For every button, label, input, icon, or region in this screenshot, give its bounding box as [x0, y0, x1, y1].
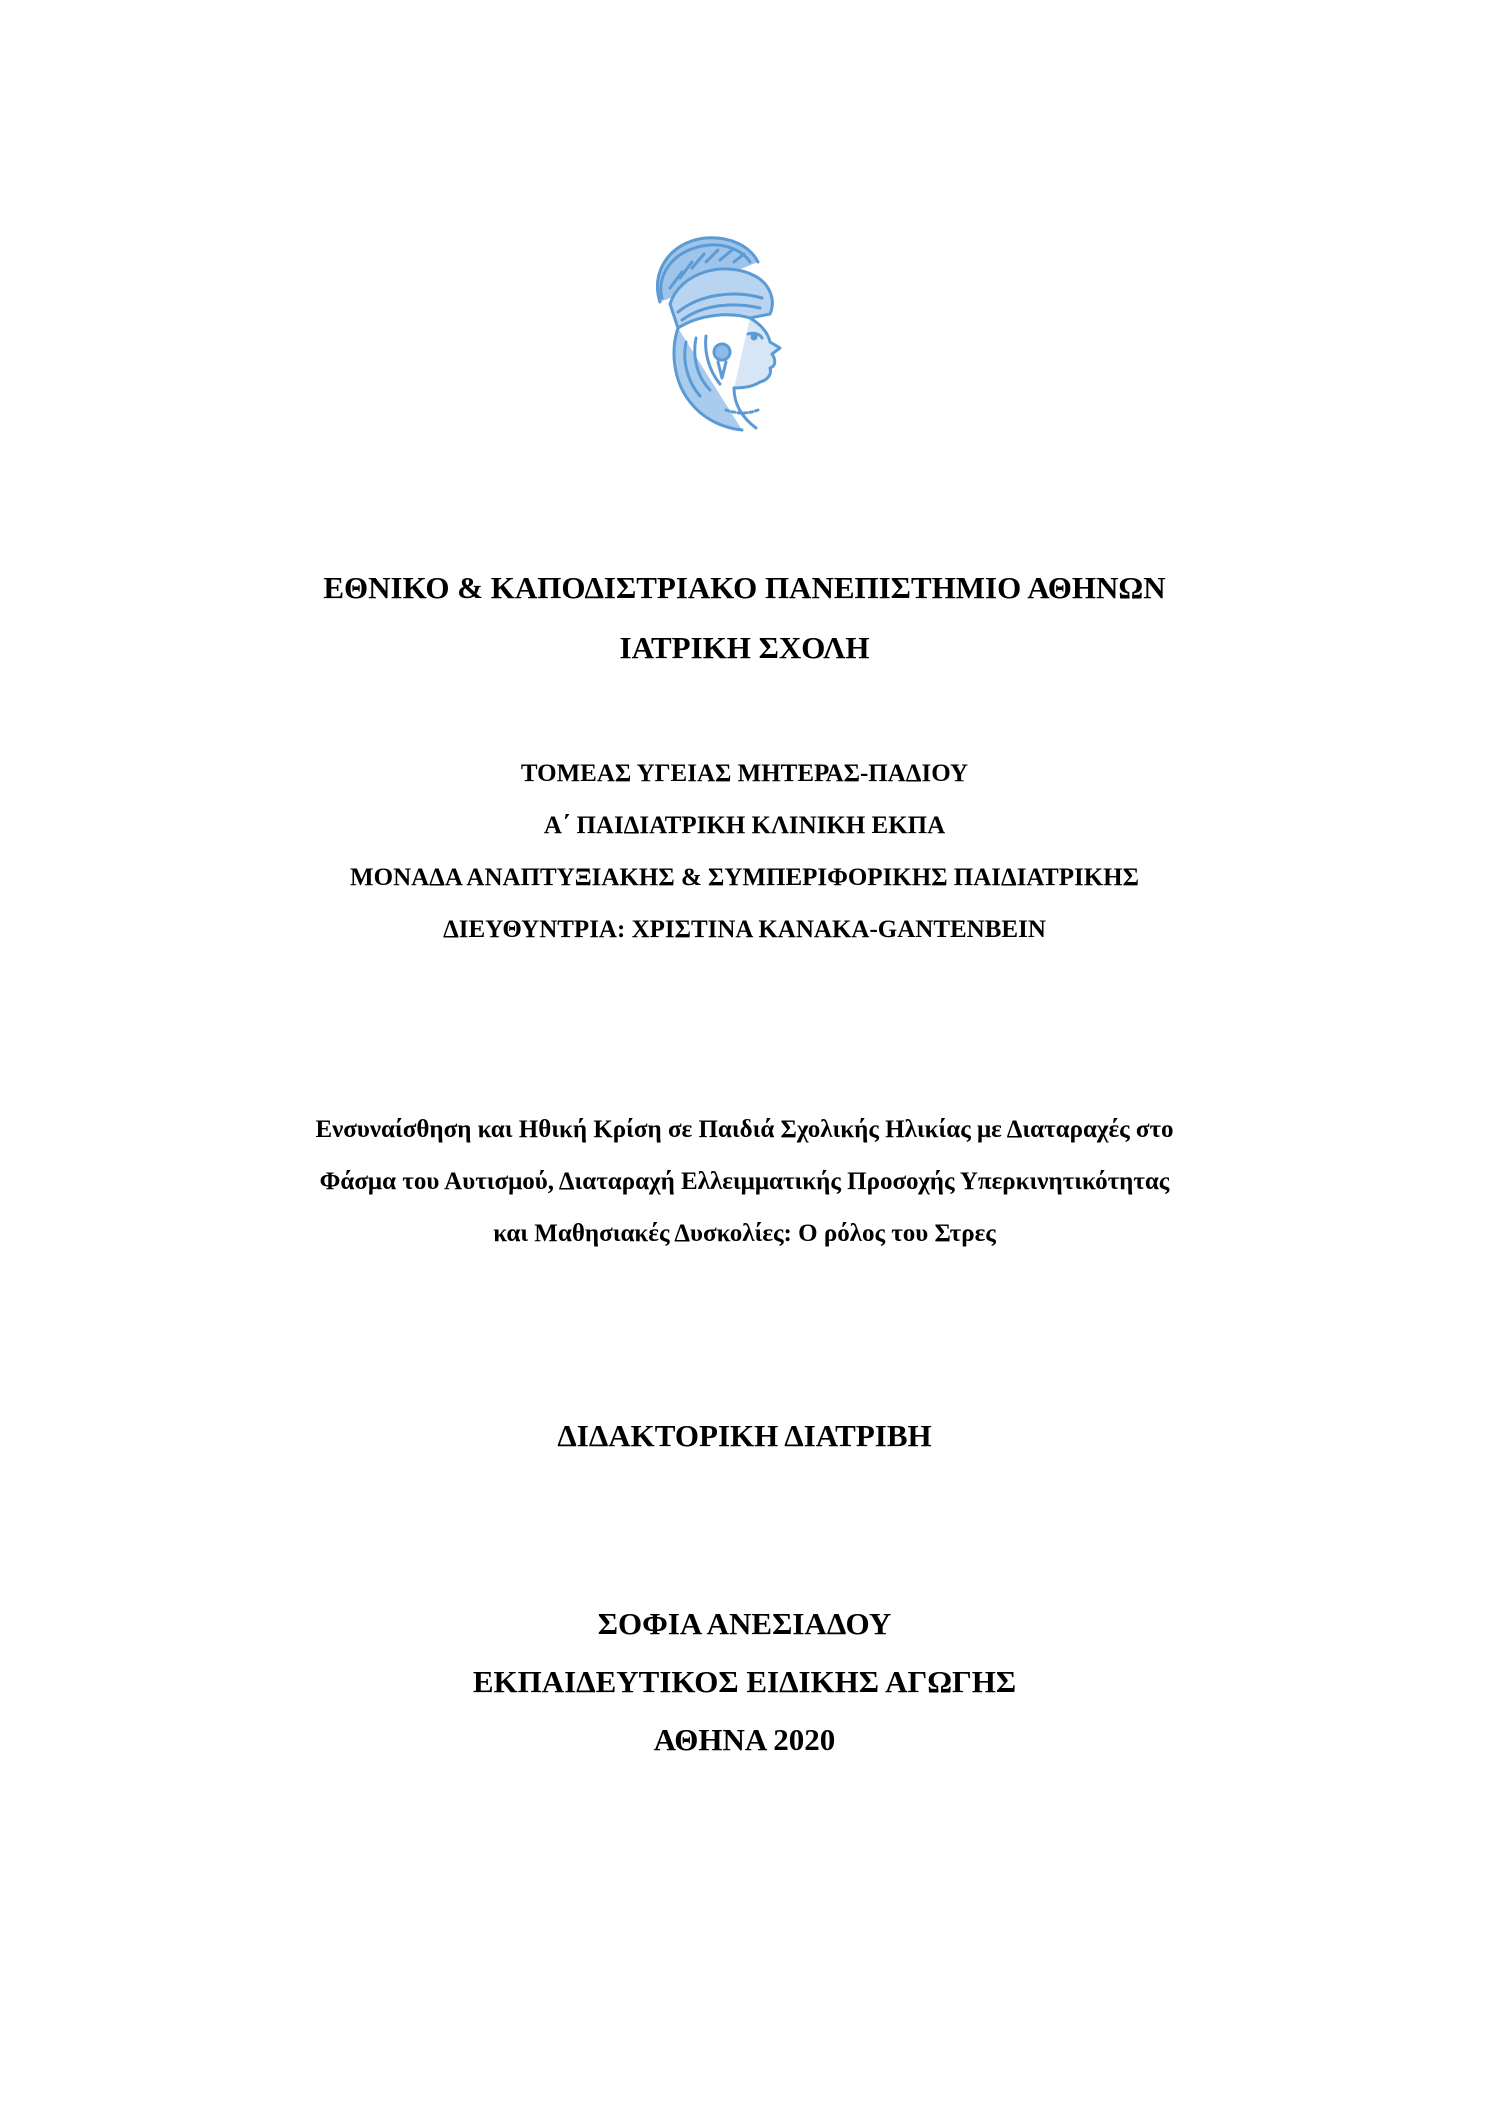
thesis-title-line-1: Ενσυναίσθηση και Ηθική Κρίση σε Παιδιά Σχολικής Ηλικίας με Διαταραχές στο [315, 1116, 1174, 1143]
thesis-title-line-2: Φάσμα του Αυτισμού, Διαταραχή Ελλειμματικής Προσοχής Υπερκινητικότητας [319, 1168, 1170, 1195]
department-clinic: Α΄ ΠΑΙΔΙΑΤΡΙΚΗ ΚΛΙΝΙΚΗ ΕΚΠΑ [543, 812, 946, 839]
author-name: ΣΟΦΙΑ ΑΝΕΣΙΑΔΟΥ [597, 1606, 892, 1641]
school-name: ΙΑΤΡΙΚΗ ΣΧΟΛΗ [619, 630, 870, 665]
university-name: ΕΘΝΙΚΟ & ΚΑΠΟΔΙΣΤΡΙΑΚΟ ΠΑΝΕΠΙΣΤΗΜΙΟ ΑΘΗΝΩΝ [323, 570, 1166, 605]
thesis-type: ΔΙΔΑΚΤΟΡΙΚΗ ΔΙΑΤΡΙΒΗ [557, 1418, 932, 1453]
department-director: ΔΙΕΥΘΥΝΤΡΙΑ: ΧΡΙΣΤΙΝΑ ΚΑΝΑΚΑ-GANTENBEIN [443, 916, 1046, 943]
department-unit: ΜΟΝΑΔΑ ΑΝΑΠΤΥΞΙΑΚΗΣ & ΣΥΜΠΕΡΙΦΟΡΙΚΗΣ ΠΑΙΔΙΑΤΡΙΚΗΣ [350, 864, 1139, 891]
author-role: ΕΚΠΑΙΔΕΥΤΙΚΟΣ ΕΙΔΙΚΗΣ ΑΓΩΓΗΣ [472, 1664, 1017, 1699]
athena-head-logo-icon [630, 232, 802, 436]
thesis-title-line-3: και Μαθησιακές Δυσκολίες: Ο ρόλος του Στρες [493, 1220, 996, 1247]
department-sector: ΤΟΜΕΑΣ ΥΓΕΙΑΣ ΜΗΤΕΡΑΣ-ΠΑΔΙΟΥ [520, 760, 969, 787]
place-year: ΑΘΗΝΑ 2020 [653, 1722, 836, 1757]
